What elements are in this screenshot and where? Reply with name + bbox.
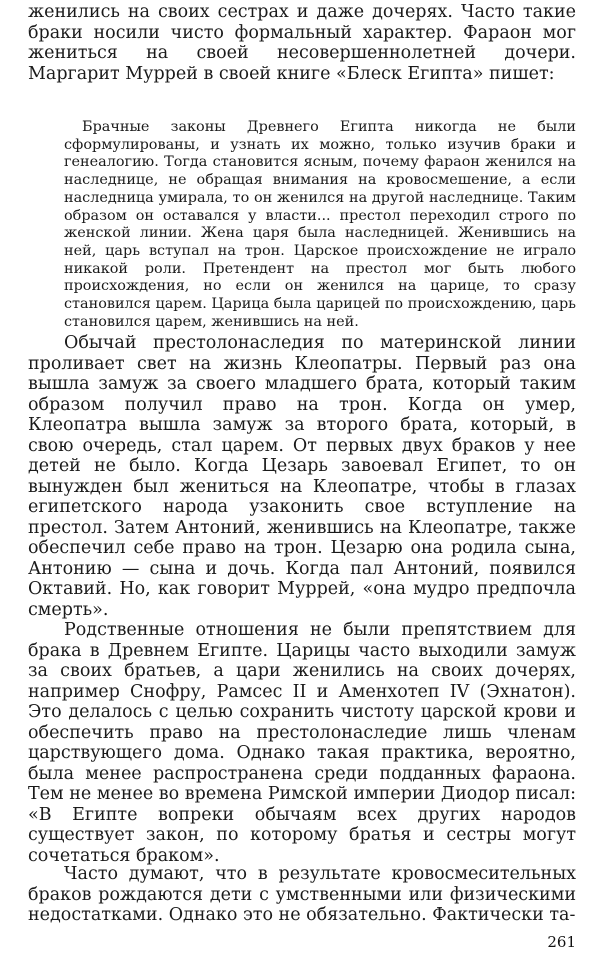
page-number: 261	[547, 933, 576, 951]
body-paragraph: Часто думают, что в результате кровосмесительных браков рождаются дети с умственными или физическими недостатками. Однако это не обязательно. Фактически та-	[28, 864, 576, 925]
book-page	[28, 0, 576, 977]
body-paragraph: женились на своих сестрах и даже дочерях. Часто такие браки носили чисто формальный характер. Фараон мог жениться на своей несовершеннолетней дочери. Маргарит Муррей в своей книге «Блеск Египта» пишет:	[28, 2, 576, 84]
body-paragraph: Родственные отношения не были препятствием для брака в Древнем Египте. Царицы часто выходили замуж за своих братьев, а цари женились на своих дочерях, например Снофру, Рамсес II и Аменхотеп IV (Эхнатон). Это делалось с целью сохранить чистоту царской крови и обеспечить право на престолонаследие лишь членам царствующего дома. Однако такая практика, вероятно, была менее распространена среди подданных фараона. Тем не менее во времена Римской империи Диодор писал: «В Египте вопреки обычаям всех других народов существует закон, по которому братья и сестры могут сочетаться браком».	[28, 620, 576, 866]
body-paragraph: Обычай престолонаследия по материнской линии проливает свет на жизнь Клеопатры. Первый раз она вышла замуж за своего младшего брата, который таким образом получил право на трон. Когда он умер, Клеопатра вышла замуж за второго брата, который, в свою очередь, стал царем. От первых двух браков у нее детей не было. Когда Цезарь завоевал Египет, то он вынужден был жениться на Клеопатре, чтобы в глазах египетского народа узаконить свое вступление на престол. Затем Антоний, женившись на Клеопатре, также обеспечил себе право на трон. Цезарю она родила сына, Антонию — сына и дочь. Когда пал Антоний, появился Октавий. Но, как говорит Муррей, «она мудро предпочла смерть».	[28, 333, 576, 620]
block-quote: Брачные законы Древнего Египта никогда не были сформулированы, и узнать их можно, только изучив браки и генеалогию. Тогда становится ясным, почему фараон женился на наследнице, не обращая внимания на кровосмешение, а если наследница умирала, то он женился на другой наследнице. Таким образом он оставался у власти... престол переходил строго по женской линии. Жена царя была наследницей. Женившись на ней, царь вступал на трон. Царское происхождение не играло никакой роли. Претендент на престол мог быть любого происхождения, но если он женился на царице, то сразу становился царем. Царица была царицей по происхождению, царь становился царем, женившись на ней.	[64, 119, 576, 330]
